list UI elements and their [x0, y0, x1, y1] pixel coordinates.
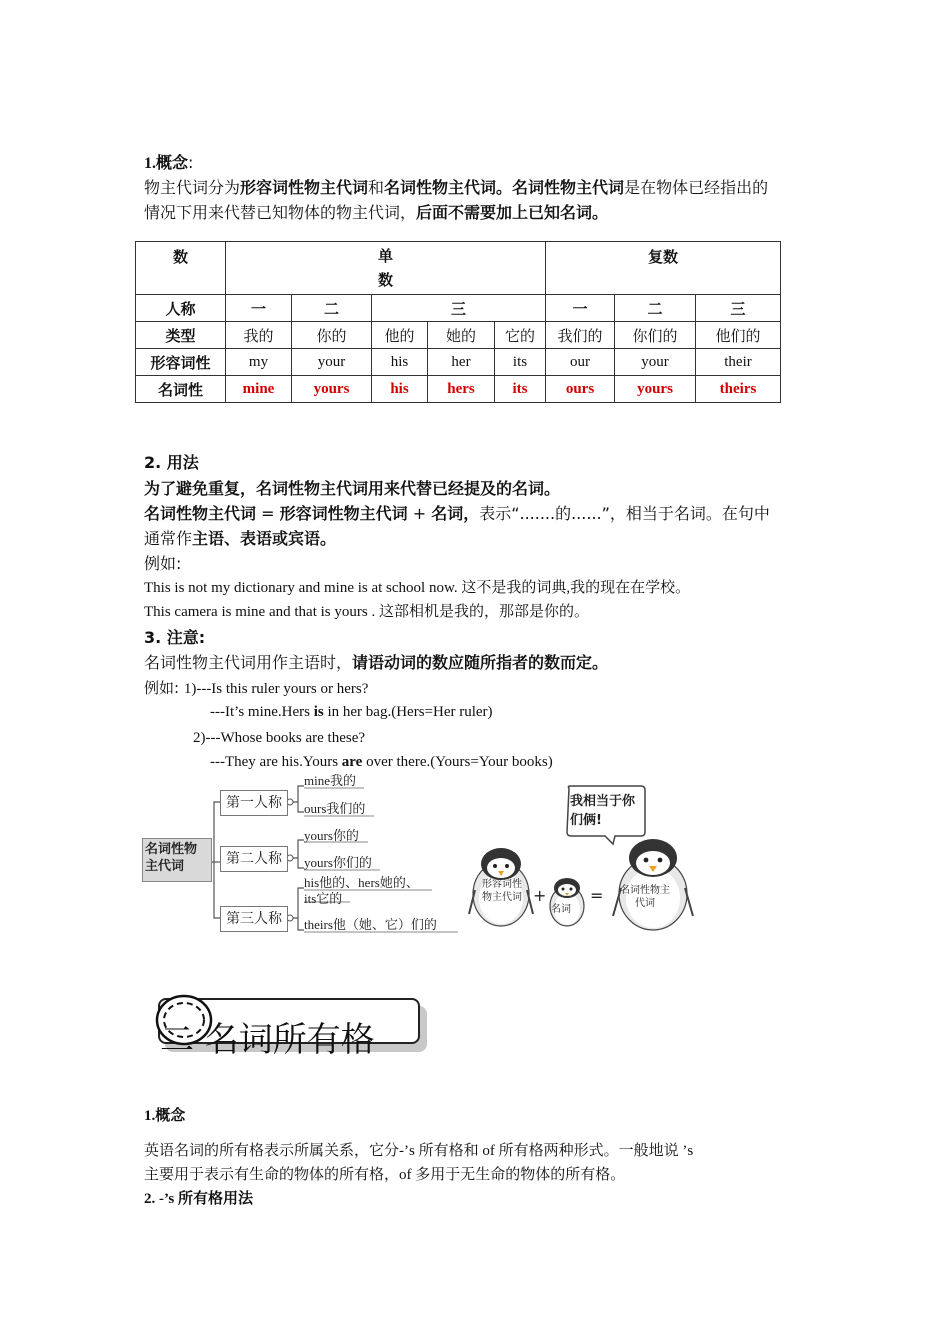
mindmap-item: yours你们的 — [304, 855, 372, 870]
mindmap-item: his他的、hers她的、 — [304, 875, 419, 890]
section1-heading — [144, 151, 193, 176]
mindmap-item: its它的 — [304, 891, 343, 906]
cell: 二 — [615, 295, 696, 322]
text: 通常作 — [144, 529, 193, 548]
possessive-line1: 英语名词的所有格表示所属关系，它分-’s 所有格和 of 所有格两种形式。一般地说 ’s — [144, 1143, 694, 1159]
text-bold: 形容词性物主代词 — [240, 178, 369, 197]
cell: 类型 — [136, 322, 226, 349]
plus-sign: + — [533, 886, 547, 905]
cell: your — [615, 349, 696, 376]
text: 和 — [368, 178, 385, 197]
usage-line3 — [144, 527, 336, 551]
example-2: This camera is mine and that is yours . 这部相机是我的，那部是你的。 — [144, 604, 589, 620]
cell: 形容词性 — [136, 349, 226, 376]
mindmap-item: yours你的 — [304, 828, 359, 843]
heading-colon: : — [188, 153, 194, 172]
example-label: 例如: — [144, 554, 182, 573]
mindmap-root-label: 名词性物主代词 — [145, 842, 198, 874]
text-bold: 主语、表语或宾语。 — [192, 529, 337, 548]
concept-paragraph-line1 — [144, 176, 768, 200]
text-bold: is — [313, 704, 324, 720]
cell: 他们的 — [696, 322, 781, 349]
cell: 一 — [546, 295, 615, 322]
text: 名词性物主代词用作主语时， — [144, 653, 353, 672]
penguin-right-label: 名词性物主代词 — [620, 885, 670, 909]
text: ---It’s mine.Hers — [210, 704, 314, 720]
usage-line1: 为了避免重复，名词性物主代词用来代替已经提及的名词。 — [144, 479, 561, 498]
penguin-left-label: 形容词性物主代词 — [482, 879, 522, 903]
text: 物主代词分为 — [144, 178, 241, 197]
mindmap-first-person: 第一人称 — [220, 790, 288, 816]
text: 表示“.......的......”，相当于名词。在句中 — [479, 504, 770, 523]
cell: her — [428, 349, 495, 376]
note-line1 — [144, 651, 608, 675]
text-bold: 后面不需要加上已知名词。 — [416, 203, 609, 222]
header-singular-2: 数 — [377, 271, 393, 289]
cell: your — [292, 349, 372, 376]
text-bold: are — [341, 754, 363, 770]
text-bold: 请语动词的数应随所指者的数而定。 — [352, 653, 609, 672]
text: = — [256, 504, 280, 523]
section-title: 二 名词所有格 — [160, 1020, 375, 1060]
note-example-1a — [210, 701, 493, 723]
mindmap-second-person: 第二人称 — [220, 846, 288, 872]
row-noun — [136, 376, 781, 403]
speech-bubble-text: 我相当于你们俩! — [570, 794, 636, 828]
cell: 它的 — [495, 322, 546, 349]
cell: 你们的 — [615, 322, 696, 349]
possessive-heading2: 2. -’s 所有格用法 — [144, 1191, 254, 1207]
equals-sign: = — [590, 886, 604, 905]
cell: 我的 — [226, 322, 292, 349]
cell: their — [696, 349, 781, 376]
note-example-2q: 2)---Whose books are these? — [193, 730, 366, 746]
cell: yours — [615, 376, 696, 403]
penguin-small-label: 名词 — [551, 904, 571, 915]
header-plural: 复数 — [546, 242, 781, 295]
text-bold: 形容词性物主代词 — [279, 504, 408, 523]
possessive-heading: 1.概念 — [144, 1108, 186, 1124]
cell: its — [495, 349, 546, 376]
cell: his — [372, 376, 428, 403]
cell: its — [495, 376, 546, 403]
example-1: This is not my dictionary and mine is at school now. 这不是我的词典,我的现在在学校。 — [144, 580, 691, 596]
row-type — [136, 322, 781, 349]
cell: 你的 — [292, 322, 372, 349]
cell: 他的 — [372, 322, 428, 349]
pronoun-table — [135, 241, 781, 403]
text: ---They are his.Yours — [210, 754, 342, 770]
mindmap-item: mine我的 — [304, 773, 356, 788]
text: 情况下用来代替已知物体的物主代词， — [144, 203, 417, 222]
text: over there.(Yours=Your books) — [362, 754, 553, 770]
cell: 我们的 — [546, 322, 615, 349]
text: 例如: — [144, 679, 184, 697]
usage-heading: 2. 用法 — [144, 453, 199, 472]
cell: ours — [546, 376, 615, 403]
possessive-line2: 主要用于表示有生命的物体的所有格，of 多用于无生命的物体的所有格。 — [144, 1167, 626, 1183]
mindmap-root — [142, 838, 212, 882]
text-bold: 名词性物主代词 — [144, 504, 257, 523]
header-singular-1: 单 — [377, 247, 393, 265]
mindmap-item: ours我们的 — [304, 801, 366, 816]
cell: yours — [292, 376, 372, 403]
concept-paragraph-line2 — [144, 201, 608, 225]
cell: 她的 — [428, 322, 495, 349]
header-number: 数 — [136, 242, 226, 295]
cell: 名词性 — [136, 376, 226, 403]
text: 1)---Is this ruler yours or hers? — [183, 681, 369, 697]
text-bold: 名词性物主代词。名词性物主代词 — [384, 178, 625, 197]
heading-number: 1. — [144, 155, 156, 172]
note-heading: 3. 注意: — [144, 628, 206, 647]
note-example-1q — [144, 677, 368, 700]
cell: 三 — [696, 295, 781, 322]
cell: my — [226, 349, 292, 376]
header-singular — [226, 242, 546, 295]
row-adjective — [136, 349, 781, 376]
cell: theirs — [696, 376, 781, 403]
usage-line2 — [144, 502, 770, 526]
cell: 一 — [226, 295, 292, 322]
cell: our — [546, 349, 615, 376]
text-bold: 名词， — [431, 504, 480, 523]
text: + — [407, 504, 432, 523]
mindmap-third-person: 第三人称 — [220, 906, 288, 932]
cell: hers — [428, 376, 495, 403]
cell: 人称 — [136, 295, 226, 322]
cell: 二 — [292, 295, 372, 322]
text: in her bag.(Hers=Her ruler) — [323, 704, 493, 720]
mindmap-item: theirs他（她、它）们的 — [304, 917, 437, 932]
cell: mine — [226, 376, 292, 403]
cell: 三 — [372, 295, 546, 322]
cell: his — [372, 349, 428, 376]
row-person — [136, 295, 781, 322]
heading-label: 概念 — [156, 153, 189, 172]
text: 是在物体已经指出的 — [624, 178, 769, 197]
